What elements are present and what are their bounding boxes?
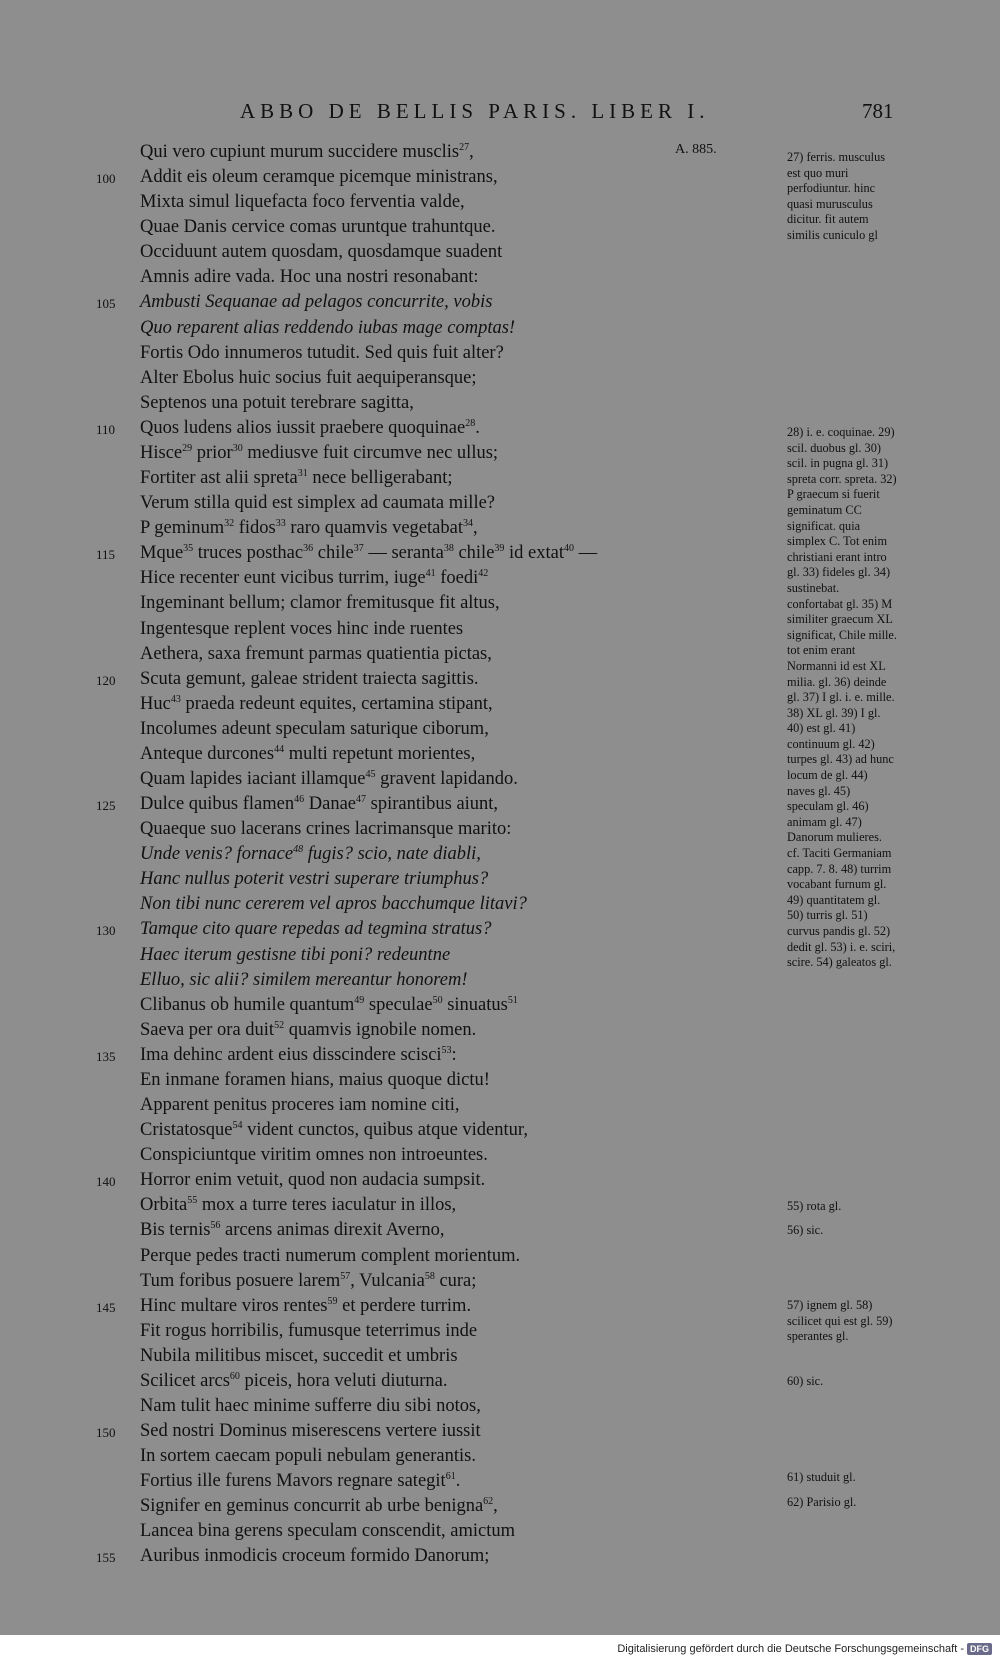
footnote-ref: 28 [465,417,476,429]
verse-line [0,466,760,491]
verse-line [0,917,760,942]
verse-line [0,642,760,667]
verse-line [0,767,760,792]
footnote-ref: 32 [224,518,235,530]
footnote-ref: 46 [294,794,305,806]
verse-line [0,717,760,742]
year-marker: A. 885. [675,142,717,157]
page-number: 781 [862,99,894,123]
verse-text [140,140,474,165]
footnote-block: 61) studuit gl. [787,1470,856,1484]
verse-fragment: Danae [304,794,356,815]
verse-text [140,416,480,441]
verse-line [0,491,760,516]
digitization-credit [617,1643,992,1655]
verse-text [140,1118,528,1143]
verse-line [0,943,760,968]
verse-fragment: Fortiter ast alii spreta [140,468,298,489]
verse-fragment: foedi [435,568,479,589]
verse-fragment: P geminum [140,518,225,539]
footnote-ref: 52 [274,1019,285,1031]
verse-fragment: multi repetunt morientes, [284,743,476,764]
verse-fragment: Perque pedes tracti numerum complent morientum. [140,1245,521,1266]
verse-text [140,516,478,541]
verse-line [0,1093,760,1118]
verse-fragment: nece belligerabant; [307,468,453,489]
verse-fragment: Amnis adire vada. Hoc una nostri resonabant: [140,267,479,288]
verse-line [0,1068,760,1093]
footnote-ref: 44 [274,743,285,755]
verse-line [0,1244,760,1269]
verse-line [0,692,760,717]
verse-fragment: Verum stilla quid est simplex ad caumata mille? [140,493,496,514]
verse-fragment: mediusve fuit circumve nec ullus; [242,442,499,463]
verse-text [140,1218,445,1243]
verse-text [140,215,495,240]
footnote-ref: 48 [293,844,304,856]
footnote-ref: 35 [183,543,194,555]
verse-fragment: Hinc multare viros rentes [140,1295,328,1316]
verse-text [140,742,475,767]
verse-text [140,842,481,867]
verse-text [140,968,467,993]
verse-text [140,692,493,717]
footnote-ref: 59 [327,1295,338,1307]
verse-line [0,566,760,591]
verse-text [140,993,518,1018]
verse-line [0,1494,760,1519]
verse-fragment: Incolumes adeunt speculam saturique ciborum, [140,718,489,739]
footnote-ref: 47 [356,794,366,806]
verse-line [0,290,760,315]
verse-text [140,265,479,290]
footnote-block: 55) rota gl. [787,1199,842,1213]
verse-fragment: cura; [434,1270,477,1291]
credit-text: Digitalisierung gefördert durch die Deutsche Forschungsgemeinschaft - [617,1643,964,1655]
verse-text [140,1394,481,1419]
verse-fragment: Auribus inmodicis croceum formido Danorum; [140,1546,490,1567]
verse-fragment: Saeva per ora duit [140,1019,275,1040]
footnote-ref: 34 [462,518,473,530]
verse-fragment: Qui vero cupiunt murum succidere musclis [140,142,460,162]
footnote-block: 56) sic. [787,1223,824,1237]
verse-line [0,541,760,566]
verse-line [0,1018,760,1043]
footnote-ref: 54 [232,1120,243,1132]
verse-fragment: Mque [140,543,184,564]
verse-fragment: gravent lapidando. [375,769,518,789]
footnote-ref: 31 [297,468,308,480]
verse-line [0,892,760,917]
verse-fragment: In sortem caecam populi nebulam generantis. [140,1446,476,1467]
line-number: 140 [96,1174,116,1190]
verse-line [0,1143,760,1168]
verse-text [140,1519,515,1544]
verse-fragment: chile [453,543,495,564]
verse-fragment: . [475,417,480,438]
line-number: 145 [96,1299,116,1315]
verse-fragment: Quam lapides iaciant illamque [140,769,366,789]
verse-line [0,215,760,240]
verse-fragment: Quos ludens alios iussit praebere quoquinae [140,417,466,438]
verse-line [0,366,760,391]
verse-line [0,441,760,466]
footnote-ref: 33 [275,518,286,530]
line-number: 150 [96,1425,116,1441]
verse-fragment: Anteque durcones [140,743,275,764]
verse-text [140,1143,488,1168]
verse-fragment: Quo reparent alias reddendo iubas mage comptas! [140,317,516,338]
verse-line [0,1419,760,1444]
verse-line [0,316,760,341]
verse-text [140,617,463,642]
verse-line [0,1519,760,1544]
footnote-ref: 40 [564,543,574,555]
verse-fragment: Orbita [140,1195,188,1216]
verse-text [140,366,477,391]
verse-line [0,140,760,165]
verse-text [140,1068,490,1093]
line-number: 125 [96,798,116,814]
verse-fragment: Quae Danis cervice comas uruntque trahuntque. [140,217,496,238]
verse-text [140,667,479,692]
verse-fragment: mox a turre teres iaculatur in illos, [197,1195,457,1216]
verse-fragment: Tamque cito quare repedas ad tegmina stratus? [140,919,492,940]
verse-text [140,1419,481,1444]
verse-text [140,391,414,416]
footnote-ref: 45 [365,769,376,780]
verse-line [0,165,760,190]
verse-line [0,667,760,692]
verse-text [140,1369,447,1394]
verse-fragment: En inmane foramen hians, maius quoque dictu! [140,1069,490,1090]
line-number: 135 [96,1048,116,1064]
verse-line [0,1294,760,1319]
verse-fragment: , Vulcania [350,1270,425,1291]
footnote-ref: 30 [232,442,243,454]
verse-text [140,190,465,215]
verse-line [0,1168,760,1193]
verse-fragment: Fortius ille furens Mavors regnare sategit [140,1471,446,1492]
verse-fragment: Hice recenter eunt vicibus turrim, iuge [140,568,426,589]
verse-line [0,190,760,215]
verse-fragment: quamvis ignobile nomen. [284,1019,477,1040]
verse-fragment: . [455,1471,461,1492]
verse-line [0,1469,760,1494]
verse-text [140,1168,485,1193]
verse-line [0,1218,760,1243]
verse-fragment: Lancea bina gerens speculam conscendit, amictum [140,1521,515,1542]
footnote-ref: 61 [445,1471,456,1483]
verse-fragment: : [451,1044,457,1065]
verse-text [140,1244,520,1269]
verse-text [140,1494,498,1519]
verse-text [140,1193,456,1218]
line-number: 110 [96,421,116,437]
verse-line [0,842,760,867]
dfg-logo: DFG [967,1643,992,1655]
verse-line [0,1369,760,1394]
verse-text [140,1319,477,1344]
verse-text [140,1018,476,1043]
verse-line [0,792,760,817]
verse-fragment: Ima dehinc ardent eius disscindere scisci [140,1044,442,1065]
footnote-ref: 55 [187,1195,198,1207]
footnote-ref: 43 [170,693,181,705]
verse-fragment: spirantibus aiunt, [366,794,499,815]
verse-fragment: Nubila militibus miscet, succedit et umbris [140,1345,458,1366]
verse-fragment: Mixta simul liquefacta foco ferventia valde, [140,192,465,213]
verse-text [140,566,488,591]
verse-fragment: speculae [364,994,433,1015]
verse-text [140,817,511,842]
footnote-ref: 56 [210,1220,221,1232]
verse-fragment: Quaeque suo lacerans crines lacrimansque marito: [140,819,512,840]
verse-fragment: Haec iterum gestisne tibi poni? redeuntne [140,944,451,965]
verse-fragment: Signifer en geminus concurrit ab urbe benigna [140,1496,484,1517]
footnote-ref: 53 [441,1044,452,1056]
verse-fragment: Apparent penitus proceres iam nomine citi, [140,1095,460,1116]
verse-text [140,717,489,742]
verse-fragment: chile [313,543,354,564]
verse-text [140,466,453,491]
verse-line [0,993,760,1018]
footnote-ref: 38 [443,543,454,555]
footnote-ref: 62 [483,1496,494,1508]
verse-line [0,617,760,642]
verse-line [0,1544,760,1569]
verse-fragment: Non tibi nunc cererem vel apros bacchumque litavi? [140,894,527,915]
footnote-ref: 37 [353,543,364,555]
footnote-ref: 49 [354,994,365,1006]
verse-fragment: vident cunctos, quibus atque videntur, [242,1120,528,1141]
verse-fragment: Clibanus ob humile quantum [140,994,355,1015]
footnote-block: 27) ferris. musculus est quo muri perfodiuntur. hinc quasi murusculus dicitur. fit autem similis cuniculo gl [787,150,886,242]
verse-text [140,591,500,616]
verse-fragment: Elluo, sic alii? similem mereantur honorem! [140,969,468,990]
verse-fragment: Bis ternis [140,1220,211,1241]
footnote-ref: 51 [507,994,518,1006]
verse-text [140,316,515,341]
line-number: 130 [96,923,116,939]
verse-text [140,1544,489,1569]
verse-fragment: fugis? scio, nate diabli, [303,844,481,865]
verse-fragment: prior [192,442,233,463]
line-number: 115 [96,547,116,563]
line-number: 105 [96,296,116,312]
verse-fragment: Tum foribus posuere larem [140,1270,341,1291]
verse-fragment: Hanc nullus poterit vestri superare triumphus? [140,869,489,890]
verse-fragment: Scuta gemunt, galeae strident traiecta sagittis. [140,668,479,689]
verse-fragment: raro quamvis vegetabat [285,518,463,539]
verse-text [140,165,498,190]
verse-fragment: truces posthac [193,543,304,564]
verse-fragment: Cristatosque [140,1120,233,1141]
verse-text [140,341,504,366]
verse-line [0,1444,760,1469]
footnote-ref: 39 [494,543,505,555]
verse-line [0,817,760,842]
verse-fragment: sinuatus [442,994,508,1015]
verse-text [140,541,597,566]
verse-text [140,240,502,265]
verse-text [140,867,488,892]
verse-fragment: — seranta [363,543,444,564]
verse-line [0,742,760,767]
footnote-ref: 58 [424,1270,435,1282]
verse-fragment: piceis, hora veluti diuturna. [239,1370,448,1391]
verse-text [140,792,498,817]
footnote-ref: 41 [425,568,436,580]
verse-fragment: Scilicet arcs [140,1370,230,1391]
verse-text [140,642,492,667]
verse-text [140,441,498,466]
footnote-ref: 60 [229,1370,240,1382]
footnote-block: 60) sic. [787,1374,824,1388]
line-number: 100 [96,171,116,187]
verse-fragment: Septenos una potuit terebrare sagitta, [140,392,414,413]
verse-line [0,265,760,290]
footnote-ref: 29 [182,442,193,454]
verse-fragment: , [493,1496,498,1517]
verse-fragment: Ingeminant bellum; clamor fremitusque fit altus, [140,593,500,614]
verse-fragment: praeda redeunt equites, certamina stipant, [180,693,493,714]
verse-text [140,290,492,315]
verse-fragment: fidos [234,518,276,539]
verse-fragment: Alter Ebolus huic socius fuit aequiperansque; [140,367,477,388]
verse-fragment: Occiduunt autem quosdam, quosdamque suadent [140,242,503,263]
verse-fragment: Addit eis oleum ceramque picemque ministrans, [140,167,498,188]
footnote-ref: 36 [303,543,314,555]
verse-fragment: Ambusti Sequanae ad pelagos concurrite, vobis [140,292,493,313]
footnote-ref: 57 [340,1270,351,1282]
verse-text [140,1294,471,1319]
verse-fragment: Horror enim vetuit, quod non audacia sumpsit. [140,1170,486,1191]
verse-text [140,892,527,917]
line-number: 120 [96,672,116,688]
verse-line [0,1118,760,1143]
verse-line [0,1269,760,1294]
footnote-ref: 27 [459,142,470,153]
verse-text [140,1344,458,1369]
verse-text [140,1269,476,1294]
verse-line [0,1344,760,1369]
verse-text [140,917,492,942]
running-head-title: ABBO DE BELLIS PARIS. LIBER I. [240,99,710,123]
verse-fragment: Huc [140,693,171,714]
verse-text [140,1093,460,1118]
verse-fragment: Nam tulit haec minime sufferre diu sibi notos, [140,1396,481,1416]
verse-fragment: Conspiciuntque viritim omnes non introeuntes. [140,1145,488,1166]
verse-line [0,416,760,441]
footnote-block: 57) ignem gl. 58) scilicet qui est gl. 59) sperantes gl. [787,1298,893,1344]
verse-line [0,1193,760,1218]
verse-fragment: arcens animas direxit Averno, [220,1220,445,1241]
verse-text [140,943,450,968]
verse-fragment: Hisce [140,442,183,463]
verse-line [0,1319,760,1344]
verse-text [140,491,495,516]
verse-line [0,341,760,366]
line-number: 155 [96,1550,116,1566]
footnote-ref: 42 [478,568,489,580]
verse-line [0,240,760,265]
verse-fragment: et perdere turrim. [337,1295,472,1316]
verse-line [0,516,760,541]
verse-fragment: , [469,142,474,162]
verse-fragment: , [472,518,478,539]
footnote-block: 62) Parisio gl. [787,1495,857,1509]
verse-fragment: — [574,543,598,564]
verse-line [0,391,760,416]
verse-fragment: Ingentesque replent voces hinc inde ruentes [140,618,464,639]
verse-fragment: Fortis Odo innumeros tutudit. Sed quis fuit alter? [140,342,504,363]
verse-text [140,1043,457,1068]
verse-fragment: Dulce quibus flamen [140,794,295,815]
verse-line [0,1043,760,1068]
verse-line [0,968,760,993]
verse-fragment: id extat [504,543,564,564]
verse-line [0,591,760,616]
verse-fragment: Unde venis? fornace [140,844,294,865]
verse-text [140,1469,460,1494]
verse-fragment: Fit rogus horribilis, fumusque teterrimus inde [140,1320,478,1341]
verse-fragment: Aethera, saxa fremunt parmas quatientia pictas, [140,643,492,664]
verse-line [0,867,760,892]
verse-text [140,767,518,792]
footnote-ref: 50 [432,994,443,1006]
verse-fragment: Sed nostri Dominus miserescens vertere iussit [140,1421,481,1442]
footnote-block: 28) i. e. coquinae. 29) scil. duobus gl. 30) scil. in pugna gl. 31) spreta corr. spreta. 32) P graecum si fuerit geminatum CC significat. quia simplex C. Tot enim christiani erant intro gl. 33) fideles gl. 34) sustinebat. confortabat gl. 35) M similiter graecum XL significat, Chile mille. tot enim erant Normanni id est XL milia. gl. 36) deinde gl. 37) I gl. i. e. mille. 38) XL gl. 39) I gl. 40) est gl. 41) continuum gl. 42) turpes gl. 43) ad hunc locum de gl. 44) naves gl. 45) speculam gl. 46) animam gl. 47) Danorum mulieres. cf. Taciti Germaniam capp. 7. 8. 48) turrim vocabant furnum gl. 49) quantitatem gl. 50) turris gl. 51) curvus pandis gl. 52) dedit gl. 53) i. e. sciri, scire. 54) galeatos gl. [787,425,897,970]
verse-line [0,1394,760,1419]
verse-text [140,1444,476,1469]
